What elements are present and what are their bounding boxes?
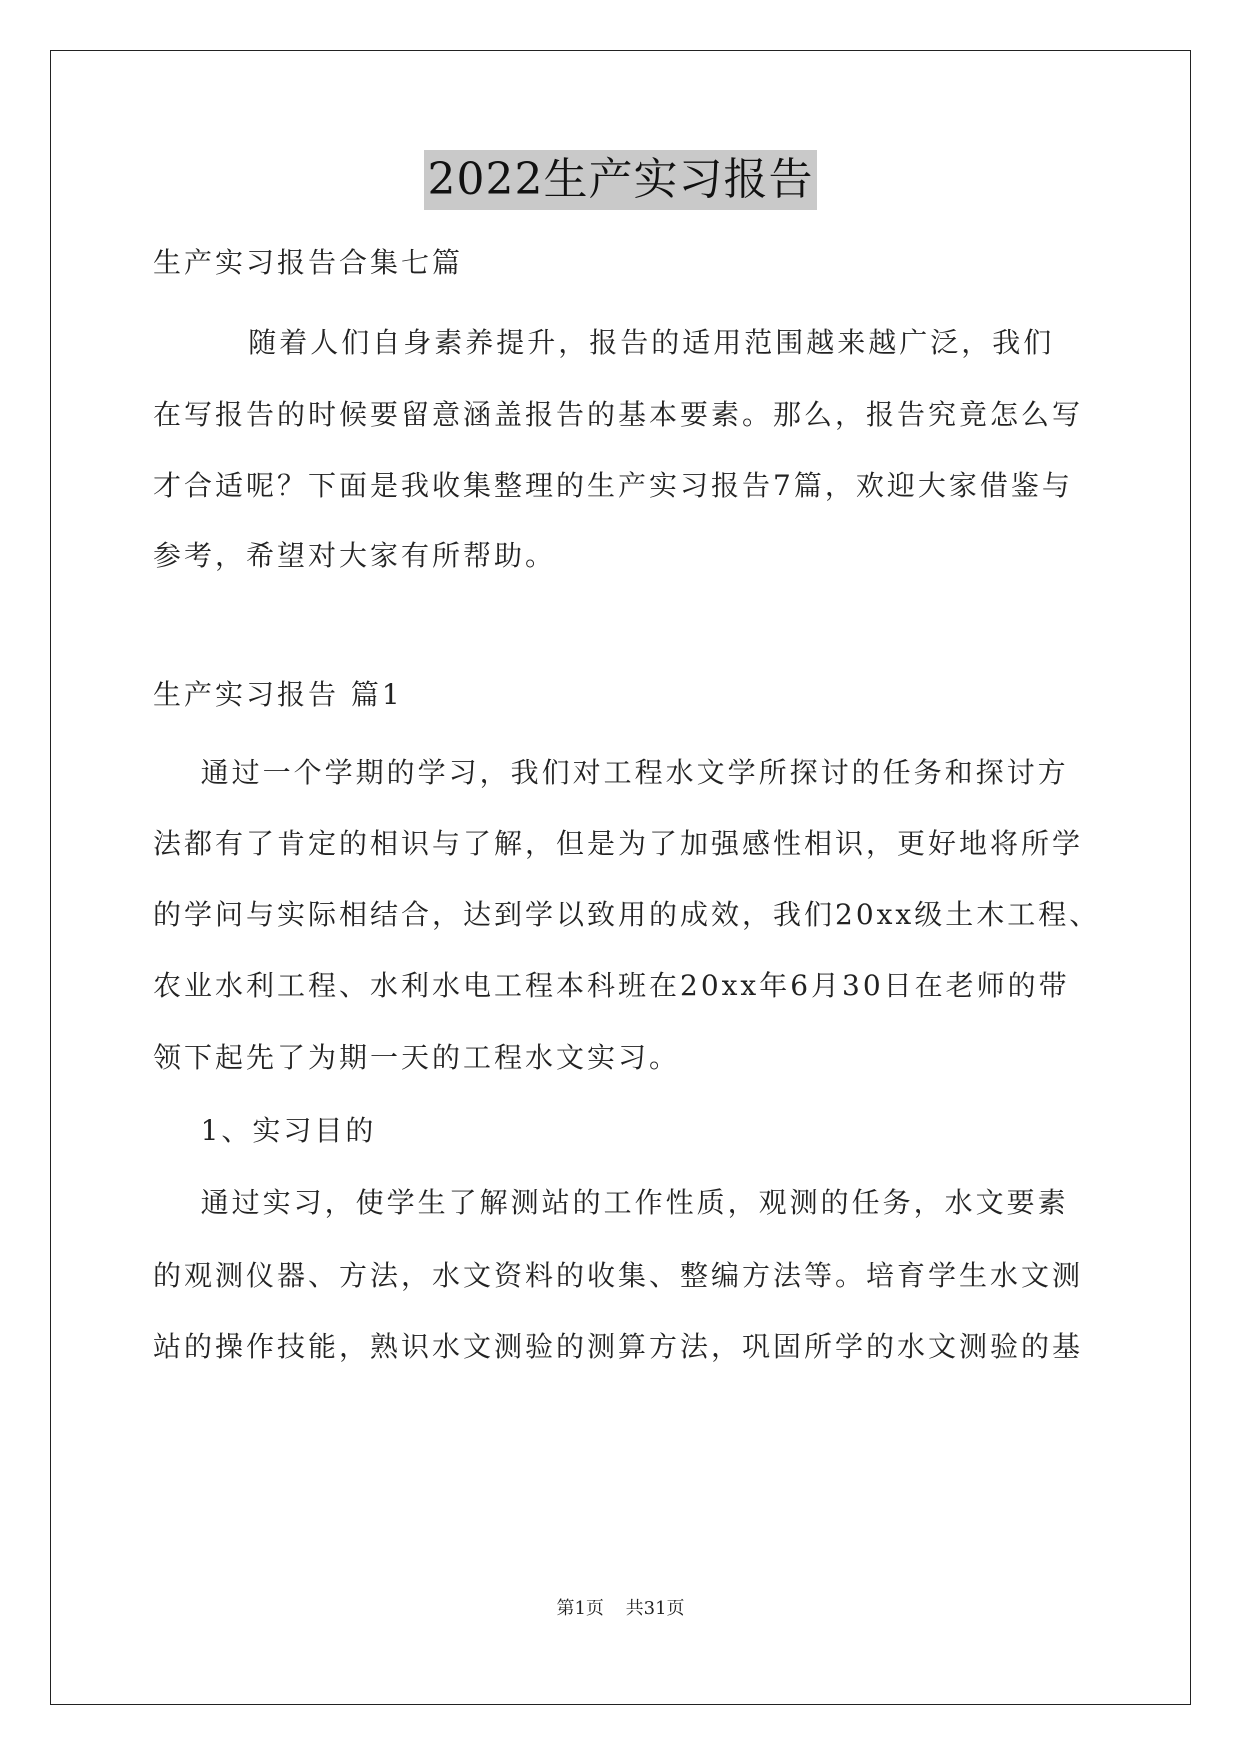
body-line-4: 农业水利工程、水利水电工程本科班在20xx年6月30日在老师的带 xyxy=(153,969,1070,1002)
body-line-8: 站的操作技能，熟识水文测验的测算方法，巩固所学的水文测验的基 xyxy=(153,1330,1084,1363)
intro-line-3: 才合适呢？下面是我收集整理的生产实习报告7篇，欢迎大家借鉴与 xyxy=(153,469,1073,502)
page-border xyxy=(50,50,1191,1705)
intro-line-4: 参考，希望对大家有所帮助。 xyxy=(153,539,557,572)
title-container xyxy=(0,150,1241,210)
page-total: 共31页 xyxy=(625,1598,685,1619)
intro-line-1: 随着人们自身素养提升，报告的适用范围越来越广泛，我们 xyxy=(153,326,1055,359)
section-heading: 生产实习报告 篇1 xyxy=(153,678,403,711)
document-title: 2022生产实习报告 xyxy=(424,150,818,210)
intro-line-2: 在写报告的时候要留意涵盖报告的基本要素。那么，报告究竟怎么写 xyxy=(153,398,1084,431)
page-footer xyxy=(0,1597,1241,1621)
body-line-7: 的观测仪器、方法，水文资料的收集、整编方法等。培育学生水文测 xyxy=(153,1259,1084,1292)
subtitle-line: 生产实习报告合集七篇 xyxy=(153,246,464,279)
subsection-heading: 1、实习目的 xyxy=(153,1114,377,1147)
body-line-5: 领下起先了为期一天的工程水文实习。 xyxy=(153,1041,681,1074)
body-line-6: 通过实习，使学生了解测站的工作性质，观测的任务，水文要素 xyxy=(153,1186,1069,1219)
page-number: 第1页 xyxy=(556,1598,604,1619)
body-line-2: 法都有了肯定的相识与了解，但是为了加强感性相识，更好地将所学 xyxy=(153,827,1084,860)
body-line-3: 的学问与实际相结合，达到学以致用的成效，我们20xx级土木工程、 xyxy=(153,898,1101,931)
body-line-1: 通过一个学期的学习，我们对工程水文学所探讨的任务和探讨方 xyxy=(153,756,1069,789)
